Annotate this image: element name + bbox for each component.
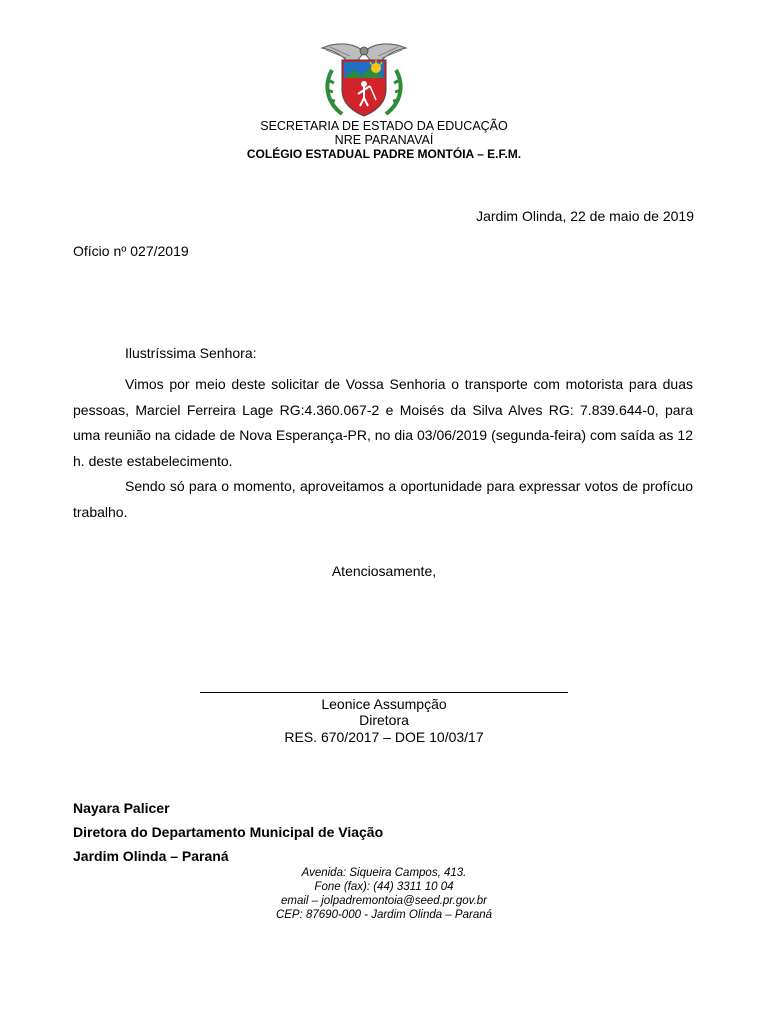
recipient-title: Diretora do Departamento Municipal de Viação (73, 824, 384, 840)
oficio-number: Ofício nº 027/2019 (73, 243, 189, 259)
header-secretaria: SECRETARIA DE ESTADO DA EDUCAÇÃO (260, 119, 508, 133)
date-line: Jardim Olinda, 22 de maio de 2019 (476, 208, 694, 224)
footer-email: email – jolpadremontoia@seed.pr.gov.br (280, 895, 487, 907)
recipient-name: Nayara Palicer (73, 800, 170, 816)
parana-coat-of-arms-icon (318, 40, 410, 120)
closing: Atenciosamente, (331, 563, 437, 579)
signature-name: Leonice Assumpção (321, 696, 447, 712)
header-school: COLÉGIO ESTADUAL PADRE MONTÓIA – E.F.M. (246, 147, 522, 161)
footer-cep: CEP: 87690-000 - Jardim Olinda – Paraná (275, 909, 493, 921)
signature-line (200, 692, 568, 693)
header-nre: NRE PARANAVAÍ (334, 133, 434, 147)
footer-phone: Fone (fax): (44) 3311 10 04 (314, 881, 454, 893)
body-paragraph-2: Sendo só para o momento, aproveitamos a oportunidade para expressar votos de profícuo trabalho. (73, 478, 693, 520)
footer-address: Avenida: Siqueira Campos, 413. (301, 867, 467, 879)
signature-resolution: RES. 670/2017 – DOE 10/03/17 (284, 729, 484, 745)
recipient-city: Jardim Olinda – Paraná (73, 848, 229, 864)
body-paragraph-1: Vimos por meio deste solicitar de Vossa Senhoria o transporte com motorista para duas pessoas, Marciel Ferreira Lage RG:4.360.067-2 e Moisés da Silva Alves RG: 7.839.644-0, para uma reunião na cidade de Nova Esperança-PR, no dia 03/06/2019 (segunda-feira) com saída as 12 h. deste estabelecimento. (73, 376, 693, 469)
signature-role: Diretora (359, 712, 409, 728)
letter-body (73, 372, 693, 525)
salutation: Ilustríssima Senhora: (125, 345, 257, 361)
